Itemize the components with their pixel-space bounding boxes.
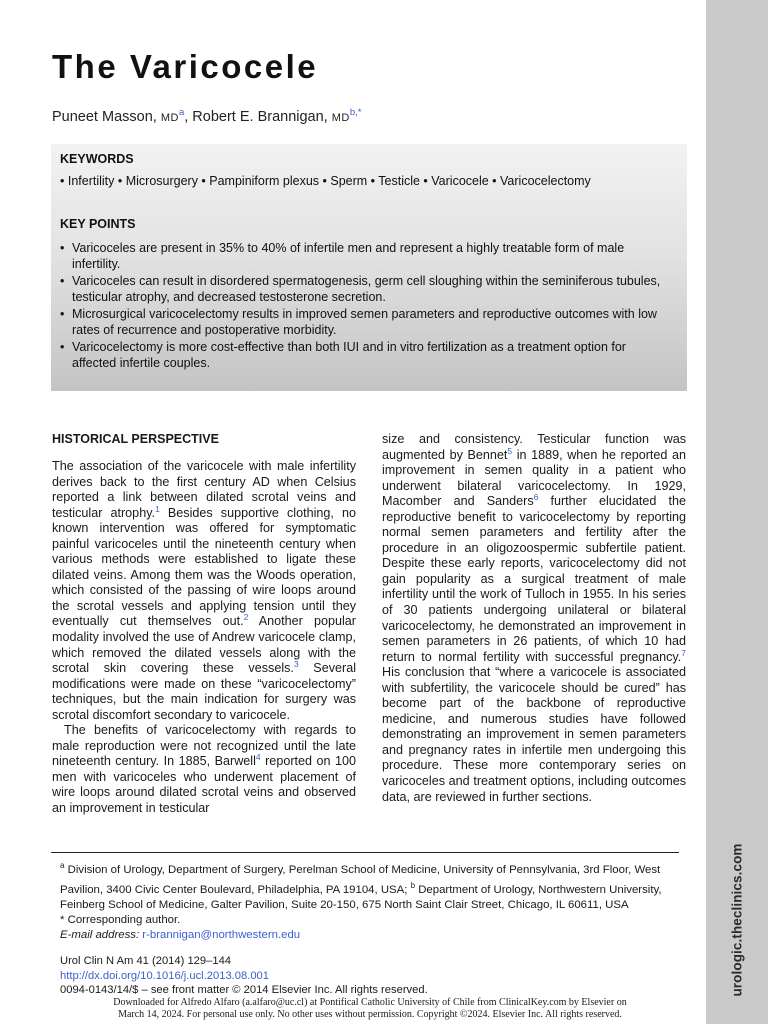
footnote-divider	[51, 852, 679, 853]
journal-citation: Urol Clin N Am 41 (2014) 129–144	[60, 955, 232, 967]
download-notice	[40, 997, 700, 1020]
reference-link[interactable]: 5	[507, 445, 513, 456]
citation-block	[60, 954, 428, 998]
keywords-keypoints-box	[51, 144, 687, 391]
download-notice-line-1: Downloaded for Alfredo Alfaro (a.alfaro@uc.cl) at Pontifical Catholic University of Chile from ClinicalKey.com by Elsevier on	[113, 997, 627, 1008]
affiliation-a-mark: a	[60, 861, 65, 870]
email-link[interactable]: r-brannigan@northwestern.edu	[142, 929, 301, 942]
paragraph-text: size and consistency. Testicular function was augmented by Bennet	[382, 432, 686, 462]
email-label: E-mail address:	[60, 929, 143, 942]
paragraph-text: further elucidated the reproductive benefit to varicocelectomy by reporting normal semen parameters and fertility after the procedure in an oligozoospermic subfertile patient. Despite these early reports, varicocelectomy did not gain popularity as a surgical treatment of male infertility until the work of Tulloch in 1955. In his series of 30 patients undergoing unilateral or bilateral varicocelectomy, he demonstrated an improvement in semen parameters in 26 patients, of which 10 had return to normal fertility with successful pregnancy.	[382, 494, 686, 664]
section-heading: HISTORICAL PERSPECTIVE	[52, 432, 219, 446]
author-line	[52, 107, 361, 125]
article-title: The Varicocele	[52, 48, 319, 85]
author-2-affiliation-link[interactable]: b,*	[349, 107, 362, 118]
author-1-name: Puneet Masson,	[52, 108, 161, 125]
affiliation-b: Department of Urology, Northwestern University, Feinberg School of Medicine, Galter Pavilion, Suite 20-150, 675 North Saint Clair Street, Chicago, IL 60611, USA	[60, 883, 662, 911]
key-point-item: • Varicocelectomy is more cost-effective than both IUI and in vitro fertilization as a treatment option for affected infertile couples.	[60, 339, 672, 371]
paragraph-1	[52, 459, 356, 723]
key-point-item: • Microsurgical varicocelectomy results in improved semen parameters and reproductive outcomes with low rates of recurrence and postoperative morbidity.	[60, 306, 672, 338]
key-point-item: • Varicoceles can result in disordered spermatogenesis, germ cell sloughing within the seminiferous tubules, testicular atrophy, and decreased testosterone secretion.	[60, 273, 672, 305]
affiliation-b-mark: b	[410, 881, 416, 890]
body-column-right	[382, 432, 686, 805]
paragraph-text: The benefits of varicocelectomy with regards to male reproduction were not recognized until the late nineteenth century. In 1885, Barwell	[52, 723, 356, 769]
reference-link[interactable]: 3	[293, 658, 299, 669]
paragraph-text: reported on 100 men with varicoceles who underwent placement of wire loops around dilated scrotal veins and observed an improvement in testicular	[52, 754, 356, 816]
doi-link[interactable]: http://dx.doi.org/10.1016/j.ucl.2013.08.001	[60, 969, 269, 982]
download-notice-line-2: March 14, 2024. For personal use only. No other uses without permission. Copyright ©2024. Elsevier Inc. All rights reserved.	[118, 1008, 622, 1020]
journal-url-text: urologic.theclinics.com	[729, 843, 745, 997]
affiliations	[60, 858, 680, 913]
author-1-degree: MD	[160, 111, 179, 124]
paragraph-2-continued	[382, 432, 686, 805]
reference-link[interactable]: 4	[255, 752, 261, 763]
paragraph-text: in 1889, when he reported an improvement in semen quality in a patient who underwent bilateral varicocelectomy. In 1929, Macomber and Sanders	[382, 447, 686, 509]
reference-link[interactable]: 7	[681, 647, 686, 658]
paragraph-text: Another popular modality involved the use of Andrew varicocele clamp, which removed the dilated vessels along with the scrotal skin covering these vessels.	[52, 614, 356, 676]
paragraph-2-start	[52, 723, 356, 816]
body-column-left	[52, 432, 356, 817]
journal-url-vertical	[706, 840, 768, 1000]
email-line	[60, 928, 680, 943]
keywords-list: • Infertility • Microsurgery • Pampiniform plexus • Sperm • Testicle • Varicocele • Varicocelectomy	[60, 174, 591, 188]
reference-link[interactable]: 6	[533, 492, 539, 502]
paragraph-text: Several modifications were made on these “varicocelectomy” techniques, but the main indication for surgery was scrotal discomfort secondary to varicocele.	[52, 661, 357, 722]
reference-link[interactable]: 1	[155, 503, 160, 514]
paragraph-text: His conclusion that “where a varicocele is associated with subfertility, the varicocele should be cured” has become part of the backbone of reproductive medicine, and numerous studies have followed demonstrating an improvement in semen parameters and pregnancy rates in infertile men undergoing this procedure. These more contemporary series on varicoceles and treatment options, including outcomes data, are reviewed in further sections.	[382, 665, 686, 804]
paragraph-text: The association of the varicocele with male infertility derives back to the first century AD when Celsius reported a link between dilated scrotal veins and testicular atrophy.	[52, 459, 356, 520]
copyright-line: 0094-0143/14/$ – see front matter © 2014 Elsevier Inc. All rights reserved.	[60, 984, 428, 997]
key-point-item: • Varicoceles are present in 35% to 40% of infertile men and represent a highly treatable form of male infertility.	[60, 240, 672, 272]
footnotes	[60, 858, 680, 944]
affiliation-a: Division of Urology, Department of Surgery, Perelman School of Medicine, University of Pennsylvania, 3rd Floor, West Pavilion, 3400 Civic Center Boulevard, Philadelphia, PA 19104, USA;	[60, 863, 661, 896]
key-points-heading: KEY POINTS	[60, 217, 136, 231]
keywords-heading: KEYWORDS	[60, 152, 134, 166]
paragraph-text: Besides supportive clothing, no known intervention was offered for symptomatic painful varicoceles until the nineteenth century when various methods were established to ligate these dilated veins. Among them was the Woods operation, which consisted of the passing of wire loops around the scrotal vessels and applying tension until they eventually cut themselves out.	[52, 505, 356, 629]
key-points-list	[60, 240, 672, 372]
author-2-degree: MD	[331, 111, 350, 124]
author-1-affiliation-link[interactable]: a	[178, 107, 185, 118]
reference-link[interactable]: 2	[243, 612, 249, 623]
author-separator: , Robert E. Brannigan,	[184, 108, 332, 125]
corresponding-author: * Corresponding author.	[60, 914, 181, 927]
